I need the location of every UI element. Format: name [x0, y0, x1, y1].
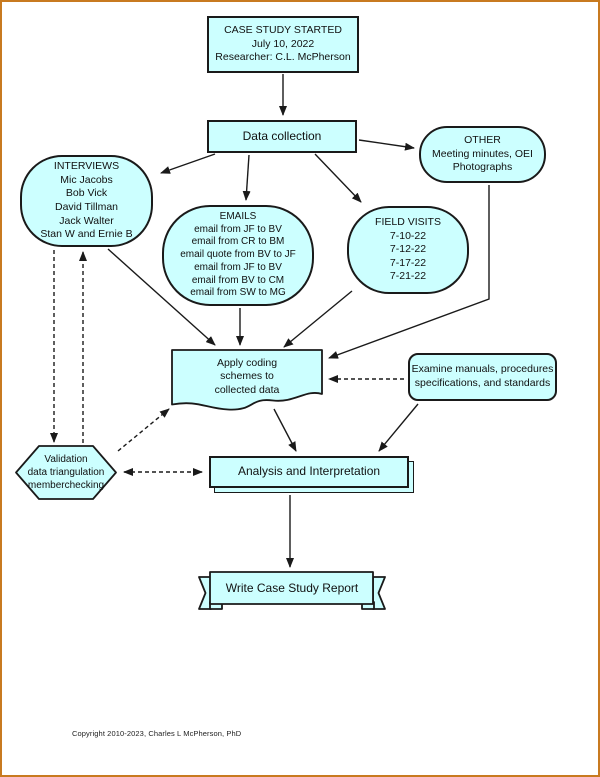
case-study-line3: Researcher: C.L. McPherson [215, 51, 351, 64]
node-other-sources [419, 126, 546, 183]
field-visits-title: FIELD VISITS [375, 215, 441, 228]
node-emails [162, 205, 314, 306]
validation-line3: memberchecking [27, 479, 105, 491]
field-visits-date3: 7-17-22 [389, 256, 427, 269]
other-line3: Photographs [452, 161, 513, 174]
emails-item1: email from JF to BV [194, 223, 282, 235]
interviews-person3: David Tillman [54, 201, 119, 213]
node-data-collection [207, 120, 357, 153]
node-validation [18, 449, 114, 495]
data-collection-label: Data collection [242, 128, 322, 143]
edge-applycoding-to-analysis [274, 409, 296, 451]
field-visits-date2: 7-12-22 [389, 243, 427, 256]
emails-item5: email from BV to CM [191, 274, 285, 286]
edge-datacollection-to-other [359, 140, 414, 148]
emails-item4: email from JF to BV [194, 261, 282, 273]
node-write-report [212, 573, 372, 604]
interviews-person2: Bob Vick [65, 187, 108, 200]
apply-coding-line1: Apply coding [216, 356, 278, 369]
report-label: Write Case Study Report [225, 580, 359, 595]
emails-item3: email quote from BV to JF [180, 249, 296, 261]
interviews-person1: Mic Jacobs [60, 173, 113, 186]
emails-item2: email from CR to BM [191, 236, 285, 248]
emails-title: EMAILS [219, 211, 257, 223]
case-study-line2: July 10, 2022 [251, 37, 315, 50]
node-interviews [20, 155, 153, 247]
validation-line1: Validation [44, 453, 88, 465]
edge-datacollection-to-interviews [161, 154, 215, 173]
emails-item6: email from SW to MG [190, 287, 286, 299]
edge-validation-to-applycoding-dashed [118, 409, 169, 451]
node-case-study-started [207, 16, 359, 73]
apply-coding-line2: schemes to [220, 370, 274, 383]
node-examine-manuals [408, 353, 557, 401]
edge-examine-to-analysis [379, 404, 418, 451]
node-field-visits [347, 206, 469, 294]
copyright-text: Copyright 2010-2023, Charles L McPherson, PhD [72, 729, 242, 738]
examine-line1: Examine manuals, procedures [411, 363, 554, 376]
node-analysis-interpretation [209, 456, 409, 488]
examine-line2: specifications, and standards [414, 377, 551, 389]
interviews-title: INTERVIEWS [53, 160, 120, 173]
field-visits-date4: 7-21-22 [389, 270, 427, 283]
edge-datacollection-to-emails [246, 155, 249, 200]
case-study-line1: CASE STUDY STARTED [224, 24, 342, 37]
other-line1: OTHER [464, 134, 501, 147]
other-line2: Meeting minutes, OEI [432, 147, 533, 160]
edge-fieldvisits-to-applycoding [284, 291, 352, 347]
apply-coding-line3: collected data [214, 383, 280, 396]
interviews-person4: Jack Walter [59, 214, 114, 227]
node-apply-coding [177, 352, 317, 402]
validation-line2: data triangulation [27, 466, 105, 478]
edge-datacollection-to-fieldvisits [315, 154, 361, 202]
field-visits-date1: 7-10-22 [389, 229, 427, 242]
interviews-person5: Stan W and Ernie B [40, 228, 133, 241]
analysis-label: Analysis and Interpretation [237, 464, 381, 479]
